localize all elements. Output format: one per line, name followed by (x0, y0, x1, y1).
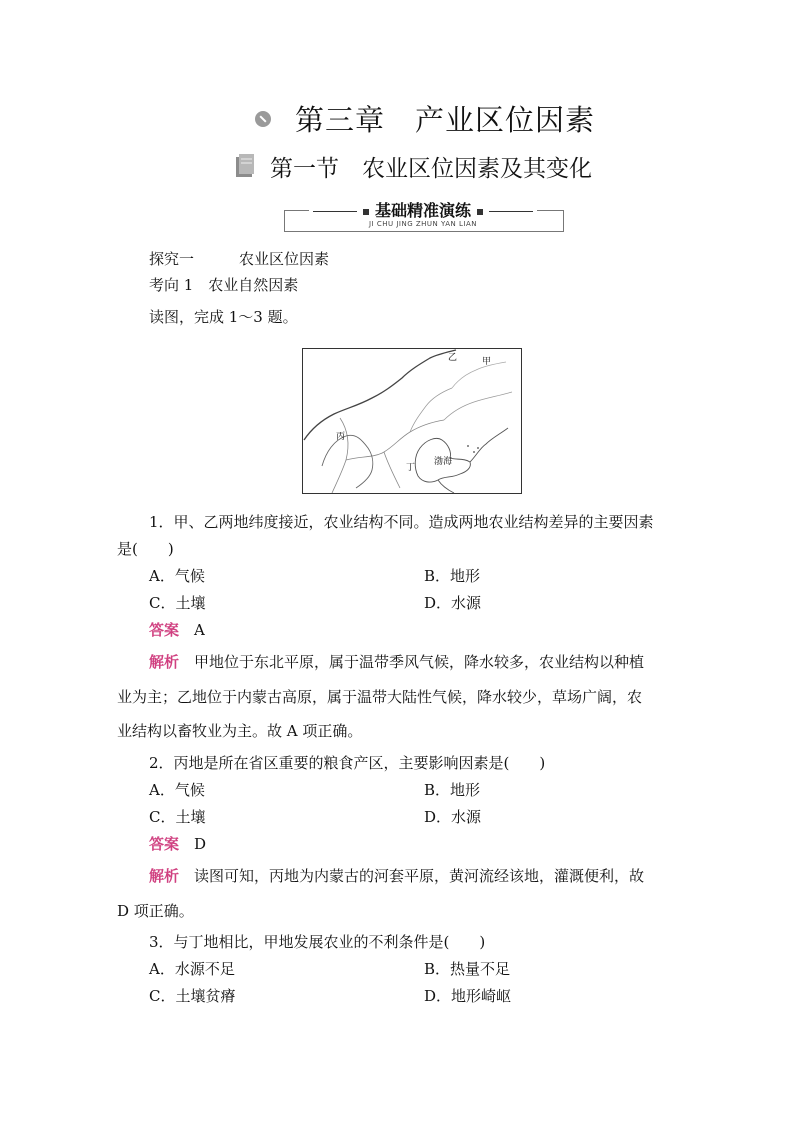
answer-label: 答案 (149, 621, 180, 639)
inquiry-title: 探究一 农业区位因素 (149, 250, 330, 268)
question-3-stem: 3．与丁地相比，甲地发展农业的不利条件是( ) (149, 933, 486, 951)
map-label-ding: 丁 (406, 463, 416, 473)
inquiry-instruction: 读图，完成 1～3 题。 (149, 308, 298, 326)
question-2-analysis-line2: D 项正确。 (117, 902, 194, 920)
banner-title: 基础精准演练 (284, 198, 562, 221)
answer-label: 答案 (149, 835, 180, 853)
inquiry-direction: 考向 1 农业自然因素 (149, 276, 299, 294)
question-2-stem: 2．丙地是所在省区重要的粮食产区，主要影响因素是( ) (149, 754, 546, 772)
question-1-answer: 答案 A (149, 621, 205, 639)
question-2-option-a: A．气候 (149, 781, 205, 799)
map-label-jia: 甲 (482, 357, 492, 367)
question-1-analysis-line2: 业为主；乙地位于内蒙古高原，属于温带大陆性气候，降水较少，草场广阔，农 (117, 688, 643, 706)
chapter-title: 第三章 产业区位因素 (255, 98, 595, 139)
question-1-analysis-line3: 业结构以畜牧业为主。故 A 项正确。 (117, 722, 363, 740)
question-1-stem: 1．甲、乙两地纬度接近，农业结构不同。造成两地农业结构差异的主要因素 (149, 513, 654, 531)
question-2-answer: 答案 D (149, 835, 207, 853)
analysis-label: 解析 (149, 653, 180, 671)
chapter-bullet-icon (255, 111, 271, 127)
question-2-option-b: B．地形 (424, 781, 481, 799)
question-1-option-b: B．地形 (424, 567, 481, 585)
practice-banner (284, 198, 562, 232)
map-label-bing: 丙 (336, 432, 346, 442)
question-2-analysis: 解析 读图可知，丙地为内蒙古的河套平原，黄河流经该地，灌溉便利，故 (149, 867, 645, 885)
question-1-option-d: D．水源 (424, 594, 482, 612)
analysis-label: 解析 (149, 867, 180, 885)
section-title: 第一节 农业区位因素及其变化 (234, 150, 592, 183)
region-map (302, 348, 522, 494)
question-1-stem-cont: 是( ) (117, 540, 174, 558)
question-3-option-b: B．热量不足 (424, 960, 511, 978)
map-label-bohai: 渤海 (434, 457, 453, 467)
question-1-option-c: C．土壤 (149, 594, 206, 612)
question-1-option-a: A．气候 (149, 567, 205, 585)
question-3-option-c: C．土壤贫瘠 (149, 987, 236, 1005)
question-2-option-c: C．土壤 (149, 808, 206, 826)
question-2-option-d: D．水源 (424, 808, 482, 826)
question-1-analysis: 解析 甲地位于东北平原，属于温带季风气候，降水较多，农业结构以种植 (149, 653, 645, 671)
book-icon (234, 153, 256, 179)
question-3-option-d: D．地形崎岖 (424, 987, 512, 1005)
banner-pinyin: JI CHU JING ZHUN YAN LIAN (369, 220, 477, 228)
map-label-yi: 乙 (448, 353, 458, 363)
question-3-option-a: A．水源不足 (149, 960, 235, 978)
